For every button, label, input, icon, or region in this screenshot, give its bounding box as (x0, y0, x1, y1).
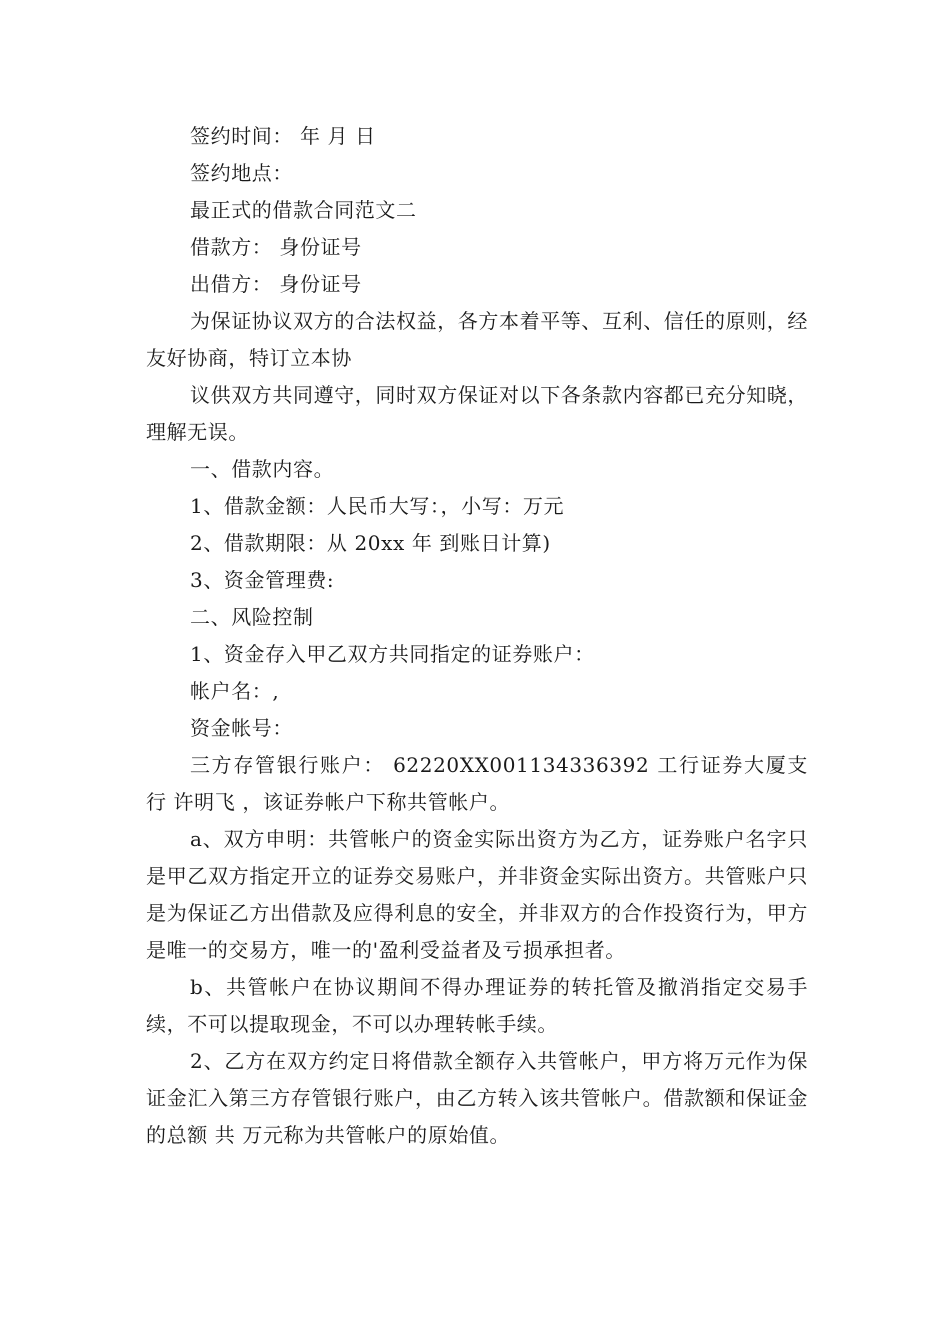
section-heading: 最正式的借款合同范文二 (190, 198, 417, 222)
clause-heading-loan-content: 一、借款内容。 (190, 457, 335, 481)
clause-management-fee: 3、资金管理费: (190, 568, 335, 592)
clause-a-declaration: a、双方申明：共管帐户的资金实际出资方为乙方，证券账户名字只是甲乙双方指定开立的证券交易账户，并非资金实际出资方。共管账户只是为保证乙方出借款及应得利息的安全，并非双方的合作投资行为，甲方是唯一的交易方，唯一的'盈利受益者及亏损承担者。 (146, 827, 808, 962)
document-body (146, 118, 808, 1154)
clause-2-deposit: 2、乙方在双方约定日将借款全额存入共管帐户，甲方将万元作为保证金汇入第三方存管银行账户，由乙方转入该共管帐户。借款额和保证金的总额 共 万元称为共管帐户的原始值。 (146, 1049, 808, 1147)
clause-heading-risk-control: 二、风险控制 (190, 605, 314, 629)
preamble-paragraph: 为保证协议双方的合法权益，各方本着平等、互利、信任的原则，经友好协商，特订立本协 (146, 309, 808, 370)
clause-loan-amount: 1、借款金额：人民币大写：，小写：万元 (190, 494, 565, 518)
fund-account-line: 资金帐号： (190, 716, 293, 740)
clause-securities-account: 1、资金存入甲乙双方共同指定的证券账户： (190, 642, 595, 666)
clause-b-restrictions: b、共管帐户在协议期间不得办理证券的转托管及撤消指定交易手续，不可以提取现金，不可以办理转帐手续。 (146, 975, 808, 1036)
custody-bank-account-paragraph: 三方存管银行账户： 62220XX001134336392 工行证券大厦支行 许明飞 ，该证券帐户下称共管帐户。 (146, 753, 808, 814)
account-name-line: 帐户名：, (190, 679, 280, 703)
signing-time-line: 签约时间： 年 月 日 (190, 124, 376, 148)
clause-loan-term: 2、借款期限：从 20xx 年 到账日计算) (190, 531, 551, 555)
signing-place-line: 签约地点： (190, 161, 293, 185)
preamble-continuation: 议供双方共同遵守，同时双方保证对以下各条款内容都已充分知晓，理解无误。 (146, 383, 808, 444)
lender-line: 出借方： 身份证号 (190, 272, 362, 296)
borrower-line: 借款方： 身份证号 (190, 235, 362, 259)
